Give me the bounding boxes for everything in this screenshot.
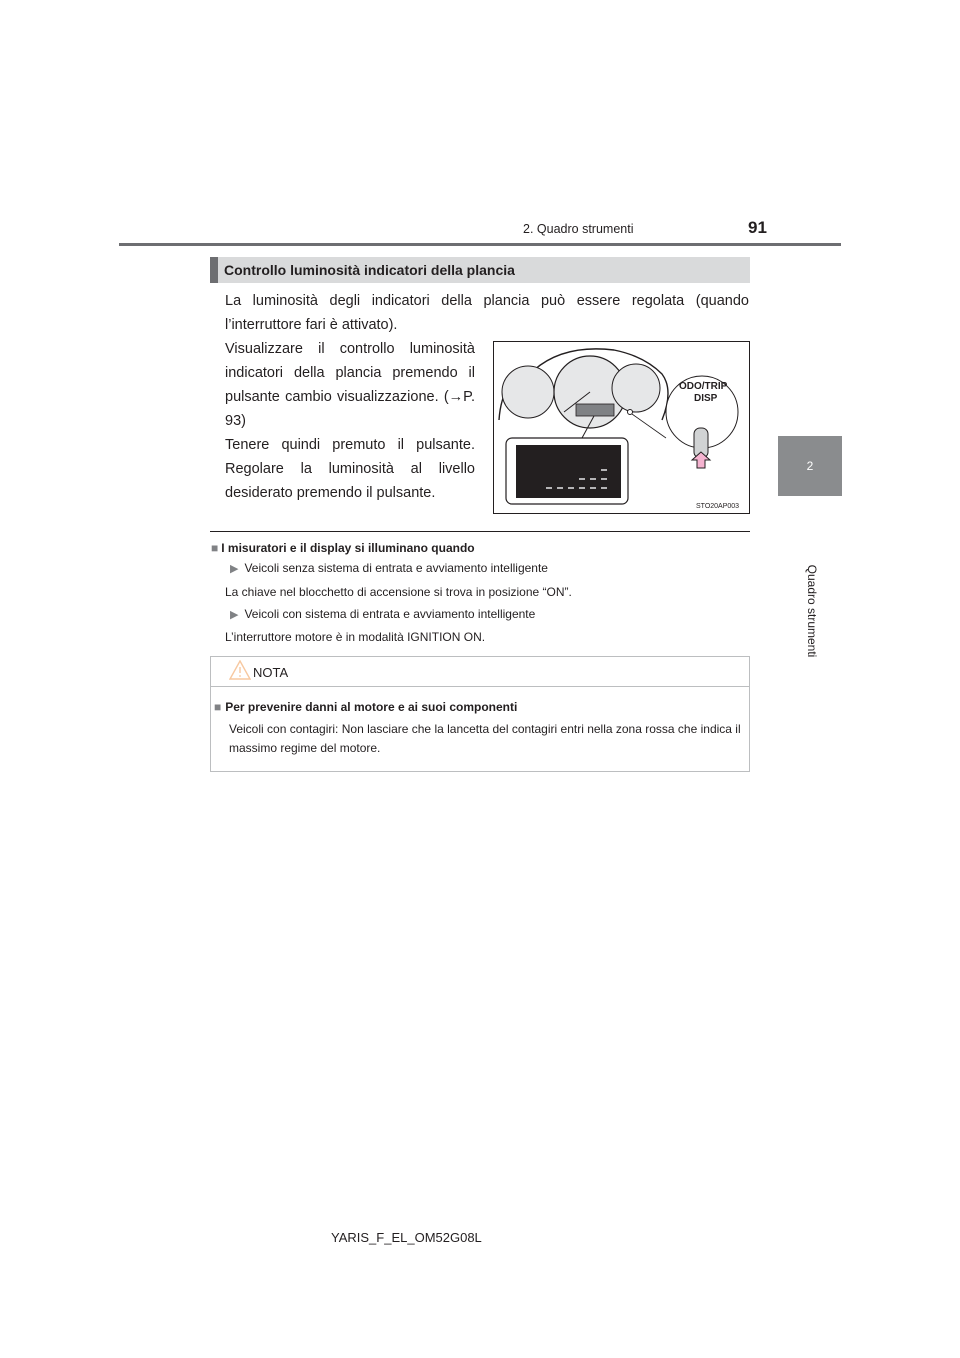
note-text-2: L’interruttore motore è in modalità IGNITION ON.: [225, 630, 486, 644]
instruction-line-2: Tenere quindi premuto il pulsante. Regolare la luminosità al livello desiderato premendo il pulsante.: [225, 437, 475, 501]
side-tab-label: Quadro strumenti: [805, 564, 819, 658]
note-heading-text: I misuratori e il display si illuminano quando: [221, 541, 475, 555]
note-bullet-2-text: Veicoli con sistema di entrata e avviamento intelligente: [244, 607, 536, 621]
nota-heading-text: Per prevenire danni al motore e ai suoi componenti: [225, 700, 518, 714]
figure-code: STO20AP003: [696, 503, 740, 510]
nota-heading: [214, 700, 517, 714]
instrument-cluster-figure: [493, 341, 750, 514]
disp-label: DISP: [694, 393, 718, 404]
nota-divider: [211, 686, 749, 687]
note-bullet-1-text: Veicoli senza sistema di entrata e avviamento intelligente: [244, 561, 548, 575]
section-divider: [210, 531, 750, 532]
note-bullet-1: [230, 561, 548, 575]
cluster-illustration: [494, 342, 749, 513]
odo-trip-label: ODO/TRIP: [679, 381, 728, 392]
section-title: Controllo luminosità indicatori della plancia: [224, 262, 515, 278]
nota-label: NOTA: [253, 665, 289, 680]
note-heading: [211, 541, 475, 555]
document-code: YARIS_F_EL_OM52G08L: [331, 1230, 482, 1245]
intro-paragraph: La luminosità degli indicatori della plancia può essere regolata (quando l’interruttore fari è attivato).: [225, 293, 749, 333]
instruction-line-1: Visualizzare il controllo luminosità indicatori della plancia premendo il pulsante cambio visualizzazione. (→P. 93): [225, 341, 475, 429]
instruction-text: [225, 337, 475, 505]
page-number: 91: [748, 218, 767, 237]
warning-triangle-icon: [229, 660, 251, 680]
triangle-bullet-icon: ▶: [230, 609, 239, 621]
note-bullet-2: [230, 607, 535, 621]
square-bullet-icon: ■: [214, 700, 222, 714]
nota-text: Veicoli con contagiri: Non lasciare che la lancetta del contagiri entri nella zona rossa che indica il massimo regime del motore.: [229, 722, 741, 755]
header-section-title: 2. Quadro strumenti: [523, 222, 634, 236]
triangle-bullet-icon: ▶: [230, 563, 239, 575]
square-bullet-icon: ■: [211, 541, 219, 555]
side-tab-number: 2: [778, 436, 842, 496]
header-rule: [119, 243, 841, 246]
note-text-1: La chiave nel blocchetto di accensione si trova in posizione “ON”.: [225, 585, 572, 599]
